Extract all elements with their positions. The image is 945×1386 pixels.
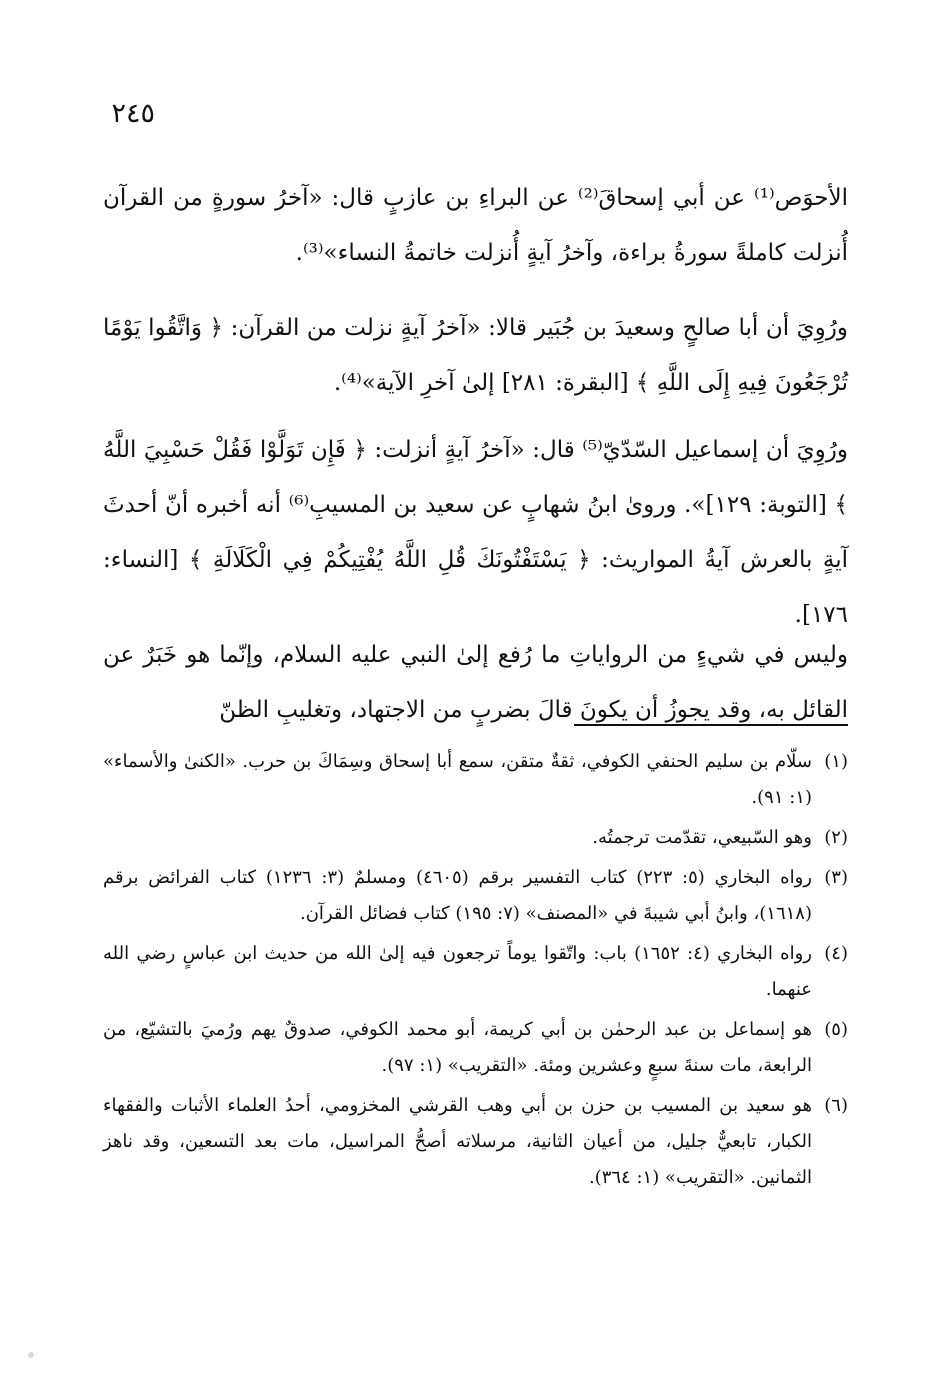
footnote-6: [103, 1088, 848, 1196]
footnote-text: هو سعيد بن المسيب بن حزن بن أبي وهب القرشي المخزومي، أحدُ العلماء الأثبات والفقهاء الكبار، تابعيٌّ جليل، من أعيان الثانية، مرسلاته أصحُّ المراسيل، مات بعد التسعين، وقد ناهز الثمانين. «التقريب» (١: ٣٦٤).: [103, 1095, 812, 1188]
footnote-number: (١): [824, 751, 848, 772]
footnote-4: [103, 936, 848, 1008]
paragraph-1: الأحوَص⁽¹⁾ عن أبي إسحاقَ⁽²⁾ عن البراءِ بن عازبٍ قال: «آخرُ سورةٍ من القرآن أُنزلت كاملةً سورةُ براءة، وآخرُ آيةٍ أُنزلت خاتمةُ النساء»⁽³⁾.: [103, 185, 848, 266]
footnote-number: (٣): [824, 867, 848, 888]
footnote-text: هو إسماعل بن عبد الرحمٰن بن أبي كريمة، أبو محمد الكوفي، صدوقٌ يهم ورُميَ بالتشيّع، من الرابعة، مات سنةَ سبعٍ وعشرين ومئة. «التقريب» (١: ٩٧).: [103, 1019, 812, 1076]
footnote-text: رواه البخاري (٤: ١٦٥٢) باب: واتّقوا يوماً ترجعون فيه إلىٰ الله من حديث ابن عباسٍ رضي الله عنهما.: [103, 943, 812, 1000]
footnote-separator: [574, 724, 848, 726]
footnote-number: (٥): [824, 1019, 848, 1040]
footnote-text: وهو السّبيعي، تقدّمت ترجمتُه.: [592, 827, 812, 848]
paragraph-4: وليس في شيءٍ من الرواياتِ ما رُفع إلىٰ النبي عليه السلام، وإنّما هو خَبَرٌ عن القائل به، وقد يجوزُ أن يكونَ قالَ بضربٍ من الاجتهاد، وتغليبِ الظنّ: [103, 642, 848, 723]
footnote-text: سلّام بن سليم الحنفي الكوفي، ثقةٌ متقن، سمع أبا إسحاق وسِمَاكَ بن حرب. «الكنىٰ والأسماء» (١: ٩١).: [103, 751, 812, 808]
footnote-3: [103, 860, 848, 932]
footnote-number: (٦): [824, 1095, 848, 1116]
footnotes: [103, 744, 848, 1200]
footnote-number: (٢): [824, 827, 848, 848]
paragraph-3: ورُوِيَ أن إسماعيل السّدّيّ⁽⁵⁾ قال: «آخرُ آيةٍ أنزلت: ﴿ فَإِن تَوَلَّوْا فَقُلْ حَسْبِيَ اللَّهُ ﴾ [التوبة: ١٢٩]». وروىٰ ابنُ شهابٍ عن سعيد بن المسيبِ⁽⁶⁾ أنه أخبره أنّ أحدثَ آيةٍ بالعرش آيةُ المواريث: ﴿ يَسْتَفْتُونَكَ قُلِ اللَّهُ يُفْتِيكُمْ فِي الْكَلَالَةِ ﴾ [النساء: ١٧٦].: [103, 437, 848, 628]
page-number: ٢٤٥: [111, 98, 155, 129]
page-speck: [28, 1352, 34, 1358]
footnote-number: (٤): [824, 943, 848, 964]
paragraph-2: ورُوِيَ أن أبا صالحٍ وسعيدَ بن جُبَير قالا: «آخرُ آيةٍ نزلت من القرآن: ﴿ وَاتَّقُوا يَوْمًا تُرْجَعُونَ فِيهِ إِلَى اللَّهِ ﴾ [البقرة: ٢٨١] إلىٰ آخرِ الآية»⁽⁴⁾.: [103, 315, 848, 396]
footnote-text: رواه البخاري (٥: ٢٢٣) كتاب التفسير برقم (٤٦٠٥) ومسلمٌ (٣: ١٢٣٦) كتاب الفرائض برقم (١٦١٨)، وابنُ أبي شيبةَ في «المصنف» (٧: ١٩٥) كتاب فضائل القرآن.: [103, 867, 812, 924]
footnote-5: [103, 1012, 848, 1084]
footnote-2: [103, 820, 848, 856]
footnote-1: [103, 744, 848, 816]
